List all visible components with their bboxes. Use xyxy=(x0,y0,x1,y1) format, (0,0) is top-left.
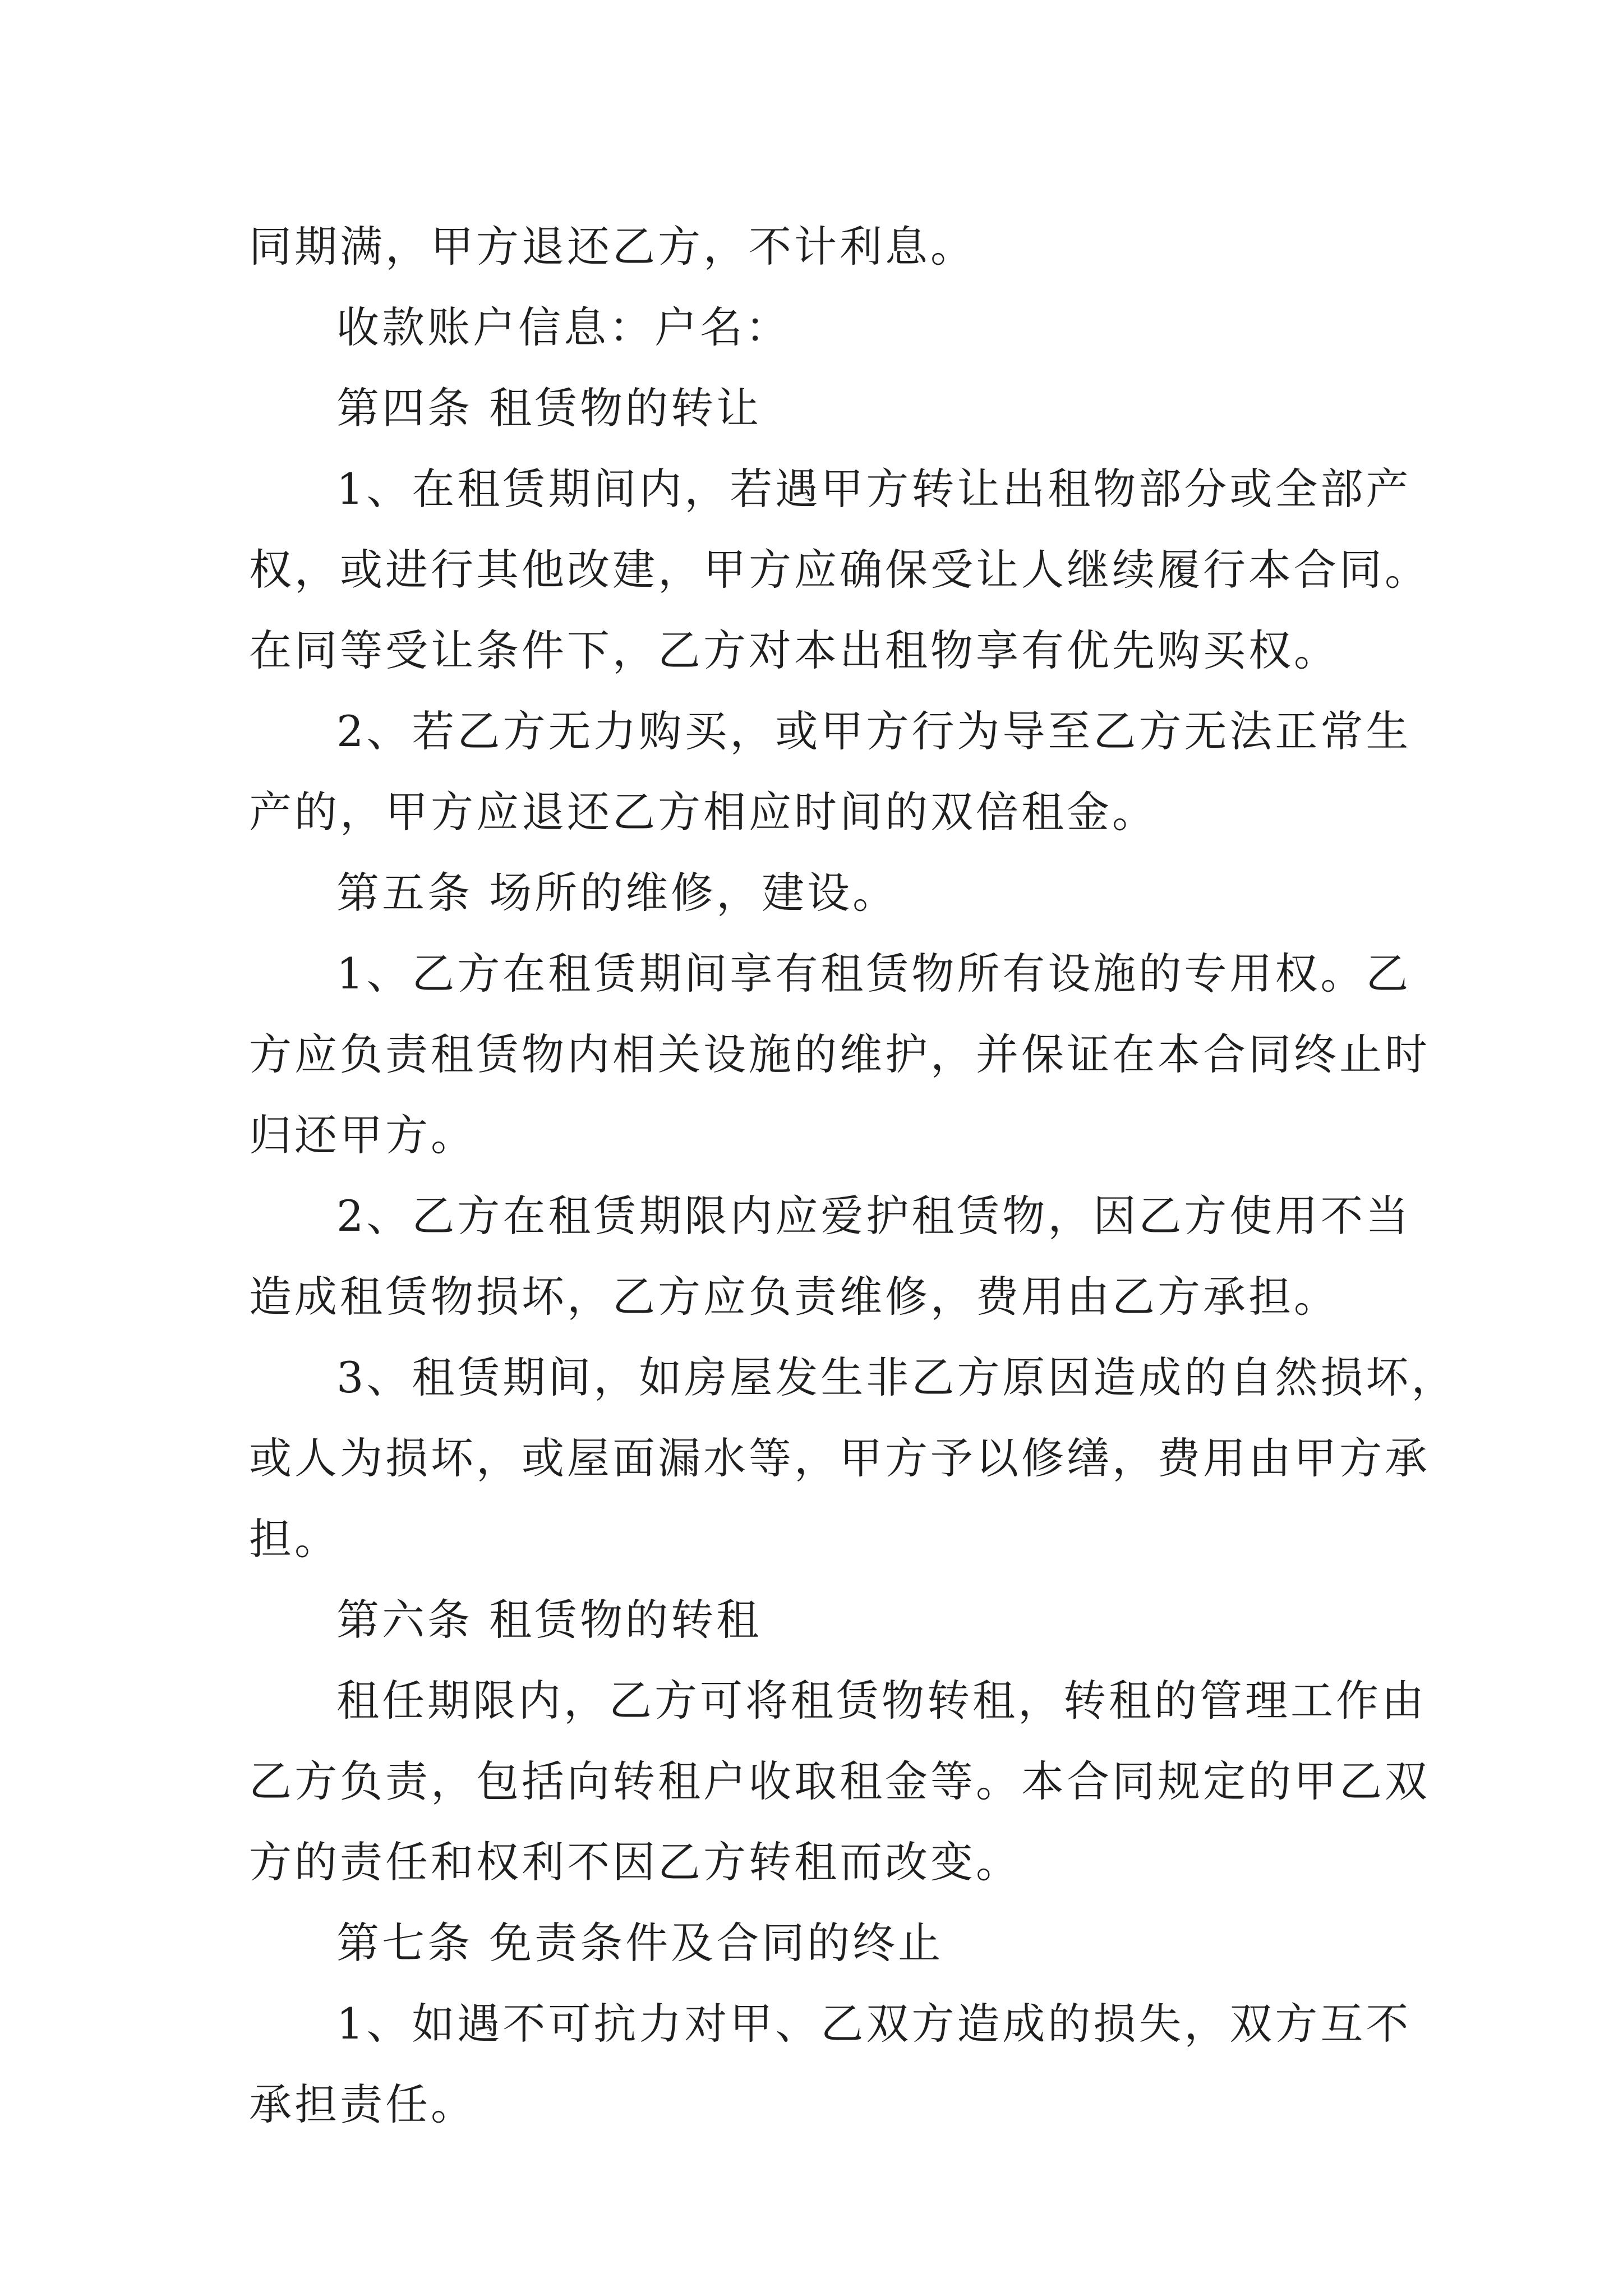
text-line: 造成租赁物损坏，乙方应负责维修，费用由乙方承担。 xyxy=(249,1272,1339,1322)
text-line: 归还甲方。 xyxy=(249,1110,476,1160)
text-line: 1、如遇不可抗力对甲、乙双方造成的损失，双方互不 xyxy=(336,1999,1412,2049)
text-line: 同期满，甲方退还乙方，不计利息。 xyxy=(249,222,976,272)
text-line: 担。 xyxy=(249,1514,340,1564)
text-line: 方的责任和权利不因乙方转租而改变。 xyxy=(249,1837,1021,1887)
section-heading: 第七条 免责条件及合同的终止 xyxy=(336,1918,944,1968)
text-line: 1、在租赁期间内，若遇甲方转让出租物部分或全部产 xyxy=(336,464,1412,514)
text-line: 2、乙方在租赁期限内应爱护租赁物，因乙方使用不当 xyxy=(336,1191,1412,1241)
text-line: 3、租赁期间，如房屋发生非乙方原因造成的自然损坏， xyxy=(336,1352,1457,1402)
text-line: 乙方负责，包括向转租户收取租金等。本合同规定的甲乙双 xyxy=(249,1756,1430,1806)
document-body xyxy=(249,206,1457,2145)
text-line: 在同等受让条件下，乙方对本出租物享有优先购买权。 xyxy=(249,625,1339,675)
text-line: 收款账户信息：户名： xyxy=(336,302,791,352)
text-line: 1、乙方在租赁期间享有租赁物所有设施的专用权。乙 xyxy=(336,949,1412,999)
text-line: 或人为损坏，或屋面漏水等，甲方予以修缮，费用由甲方承 xyxy=(249,1433,1430,1483)
text-line: 方应负责租赁物内相关设施的维护，并保证在本合同终止时 xyxy=(249,1029,1430,1079)
text-line: 产的，甲方应退还乙方相应时间的双倍租金。 xyxy=(249,787,1158,837)
text-line: 权，或进行其他改建，甲方应确保受让人继续履行本合同。 xyxy=(249,545,1430,595)
section-heading: 第四条 租赁物的转让 xyxy=(336,383,762,433)
section-heading: 第六条 租赁物的转租 xyxy=(336,1595,762,1645)
text-line: 承担责任。 xyxy=(249,2079,476,2129)
text-line: 租任期限内，乙方可将租赁物转租，转租的管理工作由 xyxy=(336,1676,1427,1726)
text-line: 2、若乙方无力购买，或甲方行为导至乙方无法正常生 xyxy=(336,706,1412,756)
section-heading: 第五条 场所的维修，建设。 xyxy=(336,868,898,918)
